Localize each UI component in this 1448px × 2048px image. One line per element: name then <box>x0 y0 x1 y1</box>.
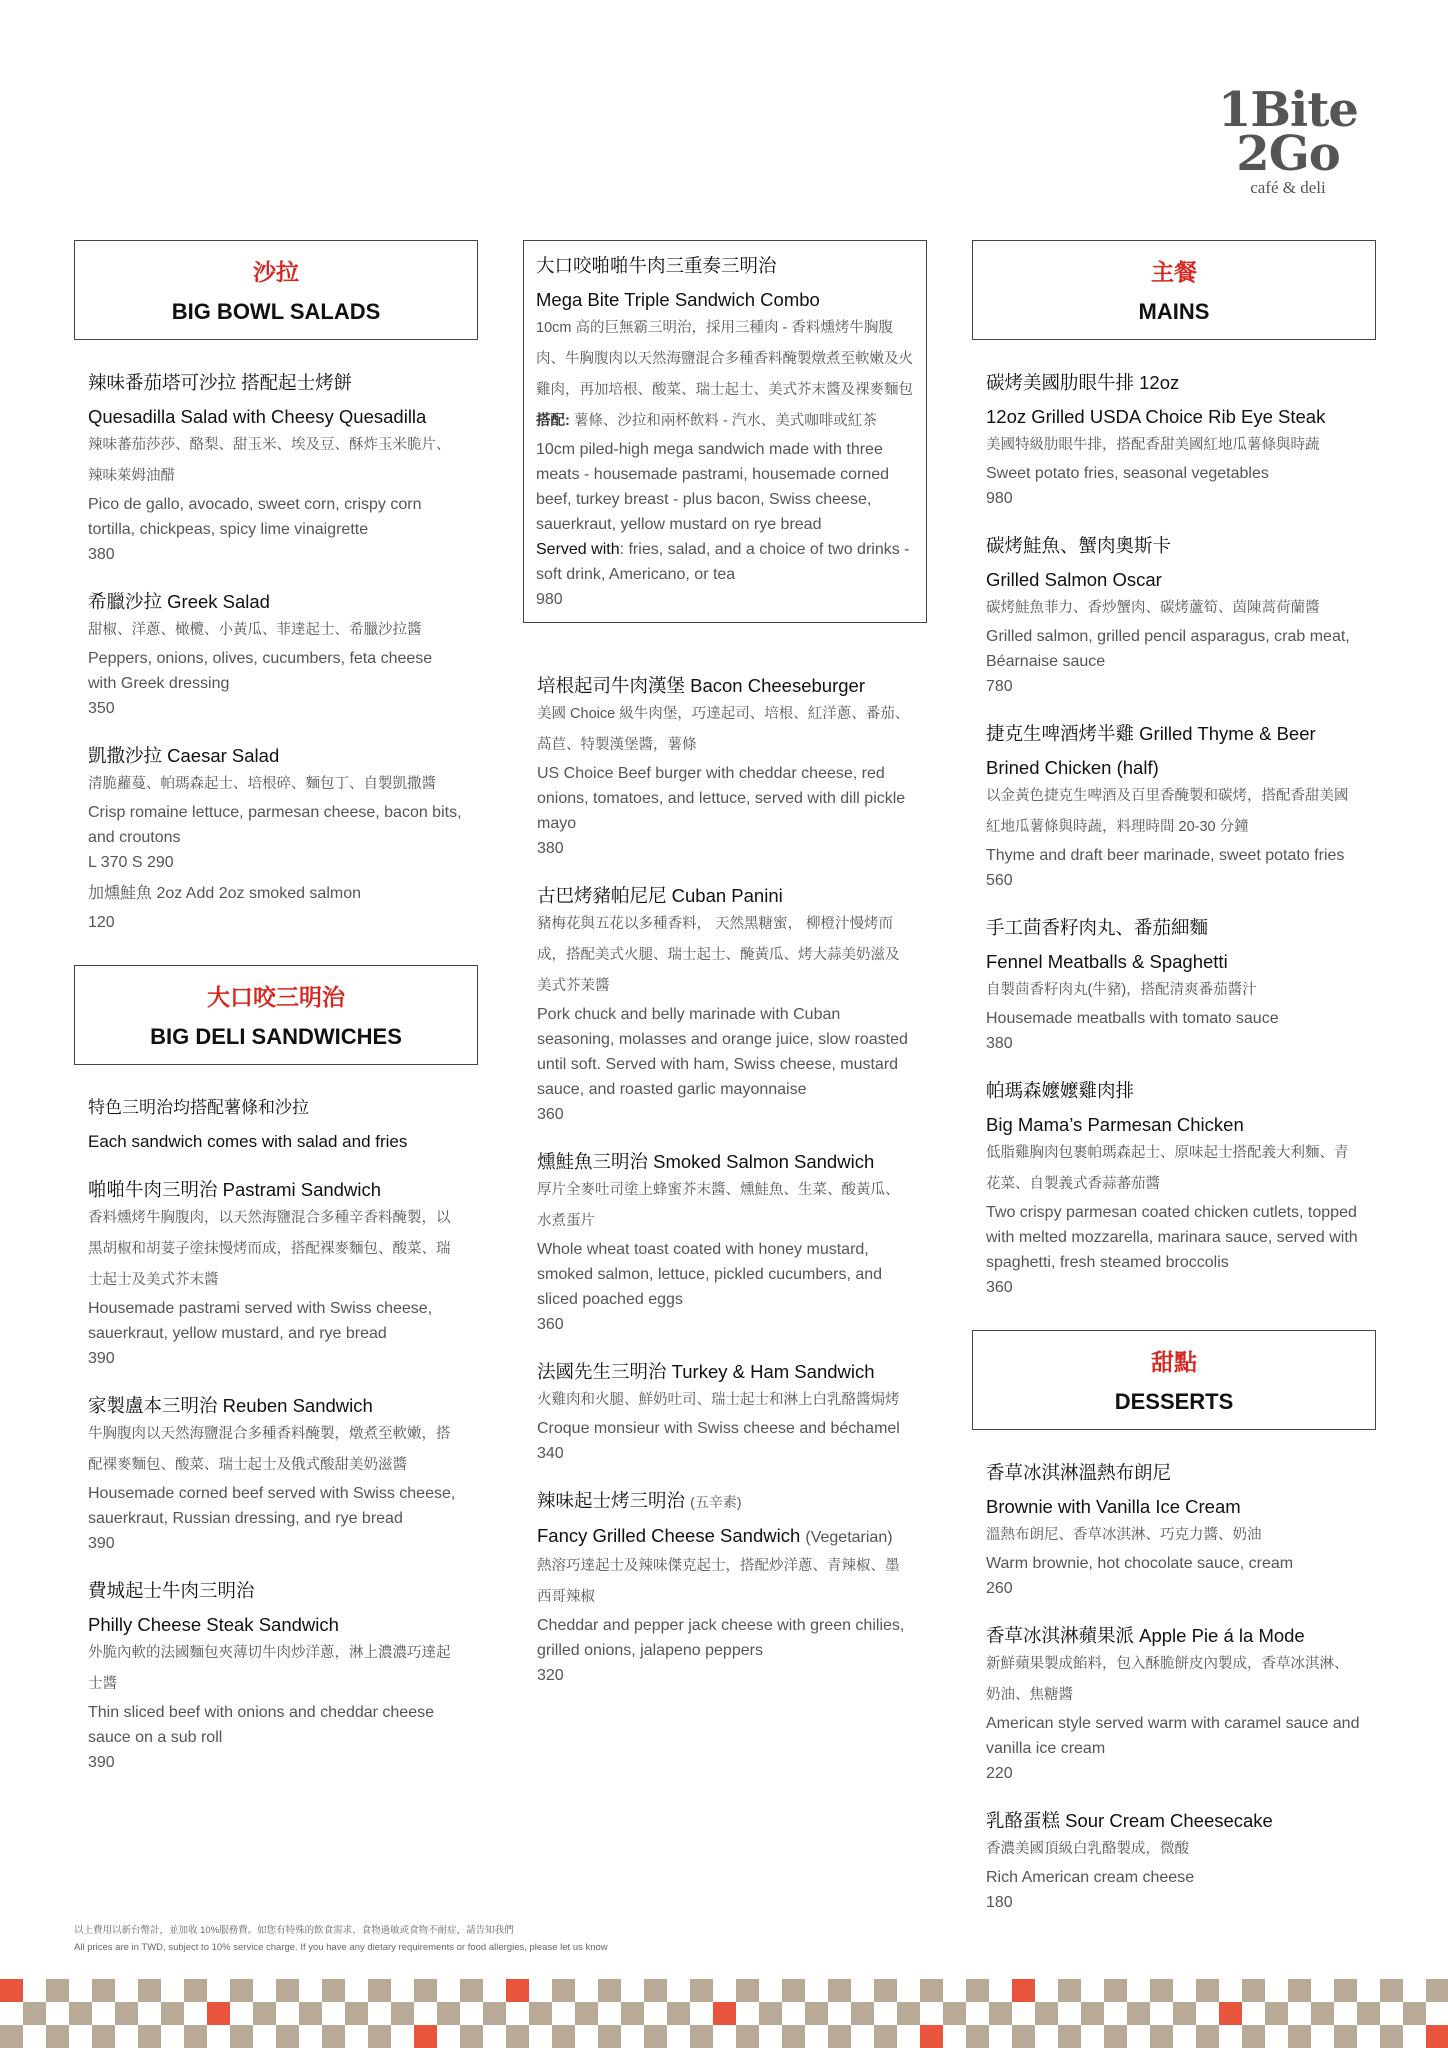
checker-square <box>184 1979 207 2002</box>
addon-text: 加燻鮭魚 2oz Add 2oz smoked salmon <box>88 885 362 902</box>
checker-square <box>897 2002 920 2025</box>
item-desc-en: American style served warm with caramel sauce and vanilla ice cream <box>986 1715 1360 1757</box>
item-desc-zh: 外脆內軟的法國麵包夾薄切牛肉炒洋蔥，淋上濃濃巧達起士醬 <box>88 1645 451 1692</box>
item-title-en <box>537 1523 913 1551</box>
item-desc-zh: 美國 Choice 級牛肉堡，巧達起司、培根、紅洋蔥、番茄、萵苣、特製漢堡醬，薯條 <box>537 706 910 753</box>
item-desc-zh: 低脂雞胸肉包裹帕瑪森起士、原味起士搭配義大利麵、青花菜、自製義式香蒜蕃茄醬 <box>986 1145 1349 1192</box>
item-title-zh: 大口咬啪啪牛肉三重奏三明治 <box>536 255 777 276</box>
checker-square <box>966 1979 989 2002</box>
item-price: 380 <box>88 546 115 563</box>
checker-square <box>943 2002 966 2025</box>
checker-square <box>1150 2025 1173 2048</box>
menu-item-greek-salad <box>74 589 478 721</box>
item-title: 培根起司牛肉漢堡 Bacon Cheeseburger <box>537 675 865 696</box>
menu-item-philly <box>74 1578 478 1775</box>
checker-square <box>345 2002 368 2025</box>
checker-square <box>1242 2025 1265 2048</box>
item-desc-en: 10cm piled-high mega sandwich made with three meats - housemade pastrami, housemade corned beef, turkey breast - plus bacon, Swiss cheese, sauerkraut, yellow mustard on rye bread <box>536 441 890 533</box>
checker-square <box>1380 2025 1403 2048</box>
menu-item-mega-combo <box>524 253 926 612</box>
checker-square <box>1127 2002 1150 2025</box>
checker-square <box>552 1979 575 2002</box>
checker-square <box>713 2002 736 2025</box>
checker-square <box>920 1979 943 2002</box>
item-desc-en: US Choice Beef burger with cheddar cheese, red onions, tomatoes, and lettuce, served with dill pickle mayo <box>537 765 906 832</box>
menu-item-brownie <box>972 1460 1376 1601</box>
sandwiches-header <box>74 965 478 1065</box>
item-title: 啪啪牛肉三明治 Pastrami Sandwich <box>88 1179 381 1200</box>
menu-item-bacon-cheeseburger <box>523 673 927 861</box>
desserts-title-zh: 甜點 <box>1151 1349 1197 1375</box>
item-price: 560 <box>986 872 1013 889</box>
menu-item-rib-eye <box>972 370 1376 511</box>
vegetarian-tag-en: (Vegetarian) <box>805 1529 893 1546</box>
checker-square <box>368 1979 391 2002</box>
logo <box>1208 82 1368 208</box>
item-desc-zh: 香濃美國頂級白乳酪製成，微酸 <box>986 1841 1189 1857</box>
item-title-en: 12oz Grilled USDA Choice Rib Eye Steak <box>986 406 1326 427</box>
checker-square <box>1196 2025 1219 2048</box>
item-price: 340 <box>537 1445 564 1462</box>
item-desc-zh: 碳烤鮭魚菲力、香炒蟹肉、碳烤蘆筍、茵陳蒿荷蘭醬 <box>986 600 1320 616</box>
checker-square <box>667 2002 690 2025</box>
checker-square <box>115 2002 138 2025</box>
item-title: 古巴烤豬帕尼尼 Cuban Panini <box>537 885 783 906</box>
item-desc-zh: 溫熱布朗尼、香草冰淇淋、巧克力醬、奶油 <box>986 1527 1262 1543</box>
checker-square <box>874 2025 897 2048</box>
checker-square <box>1196 1979 1219 2002</box>
checker-square <box>138 2025 161 2048</box>
checker-square <box>782 2025 805 2048</box>
checker-square <box>644 1979 667 2002</box>
item-desc-zh: 牛胸腹肉以天然海鹽混合多種香料醃製，燉煮至軟嫩，搭配裸麥麵包、酸菜、瑞士起士及俄式酸甜美奶滋醬 <box>88 1426 451 1473</box>
item-price: 380 <box>537 840 564 857</box>
item-desc-en: Thyme and draft beer marinade, sweet potato fries <box>986 847 1345 864</box>
checker-square <box>1311 2002 1334 2025</box>
checker-square <box>276 1979 299 2002</box>
checker-square <box>276 2025 299 2048</box>
item-price: 360 <box>537 1106 564 1123</box>
item-title: 乳酪蛋糕 Sour Cream Cheesecake <box>986 1810 1273 1831</box>
vegetarian-tag-zh: (五辛素) <box>690 1494 742 1510</box>
item-desc-en: Two crispy parmesan coated chicken cutlets, topped with melted mozzarella, marinara sauce, served with spaghetti, fresh steamed broccolis <box>986 1204 1358 1271</box>
menu-item-smoked-salmon <box>523 1149 927 1337</box>
checker-square <box>759 2002 782 2025</box>
checker-square <box>690 1979 713 2002</box>
item-desc-en: Housemade corned beef served with Swiss cheese, sauerkraut, Russian dressing, and rye bread <box>88 1485 456 1527</box>
checker-square <box>414 1979 437 2002</box>
item-price: 390 <box>88 1754 115 1771</box>
item-desc-zh: 香料燻烤牛胸腹肉，以天然海鹽混合多種辛香料醃製，以黑胡椒和胡荽子塗抹慢烤而成，搭配裸麥麵包、酸菜、瑞士起士及美式芥末醬 <box>88 1210 451 1288</box>
item-price: 320 <box>537 1667 564 1684</box>
checker-square <box>207 2002 230 2025</box>
item-title-en-text: Fancy Grilled Cheese Sandwich <box>537 1525 801 1546</box>
checker-square <box>828 2025 851 2048</box>
item-desc-zh: 熱溶巧達起士及辣味傑克起士，搭配炒洋蔥、青辣椒、墨西哥辣椒 <box>537 1558 900 1605</box>
checker-square <box>1288 2025 1311 2048</box>
item-title: 香草冰淇淋蘋果派 Apple Pie á la Mode <box>986 1625 1305 1646</box>
sandwiches-note <box>74 1095 478 1155</box>
served-with-en <box>536 537 914 587</box>
checker-square <box>230 1979 253 2002</box>
mains-header <box>972 240 1376 340</box>
item-title-zh: 費城起士牛肉三明治 <box>88 1580 255 1601</box>
item-title-zh <box>537 1488 913 1515</box>
checker-square <box>966 2025 989 2048</box>
item-title-zh: 捷克生啤酒烤半雞 Grilled Thyme & Beer <box>986 723 1316 744</box>
item-desc-en: Whole wheat toast coated with honey mustard, smoked salmon, lettuce, pickled cucumbers, and sliced poached eggs <box>537 1241 883 1308</box>
checker-square <box>46 2025 69 2048</box>
checker-square <box>92 1979 115 2002</box>
item-desc-en: Cheddar and pepper jack cheese with green chilies, grilled onions, jalapeno peppers <box>537 1617 905 1659</box>
checker-square <box>138 1979 161 2002</box>
checker-square <box>437 2002 460 2025</box>
item-title-en: Brownie with Vanilla Ice Cream <box>986 1496 1241 1517</box>
checker-square <box>644 2025 667 2048</box>
item-price: 780 <box>986 678 1013 695</box>
item-title: 家製盧本三明治 Reuben Sandwich <box>88 1395 373 1416</box>
item-title-en: Philly Cheese Steak Sandwich <box>88 1614 339 1635</box>
checker-square <box>828 1979 851 2002</box>
checker-square <box>0 2025 23 2048</box>
column-middle <box>523 240 927 1710</box>
item-price: 980 <box>536 591 563 608</box>
item-desc-en: Housemade pastrami served with Swiss cheese, sauerkraut, yellow mustard, and rye bread <box>88 1300 433 1342</box>
checker-square <box>598 2025 621 2048</box>
checker-square <box>1288 1979 1311 2002</box>
item-title: 燻鮭魚三明治 Smoked Salmon Sandwich <box>537 1151 875 1172</box>
checker-square <box>230 2025 253 2048</box>
item-desc-en: Sweet potato fries, seasonal vegetables <box>986 465 1269 482</box>
checker-square <box>1035 2002 1058 2025</box>
item-price: 260 <box>986 1580 1013 1597</box>
column-right <box>972 240 1376 1937</box>
menu-item-quesadilla-salad <box>74 370 478 567</box>
item-desc-zh: 清脆蘿蔓、帕瑪森起士、培根碎、麵包丁、自製凱撒醬 <box>88 776 436 792</box>
served-label-zh: 搭配: <box>536 413 570 429</box>
checker-square <box>1081 2002 1104 2025</box>
checker-square <box>736 1979 759 2002</box>
served-label-en: Served with <box>536 541 620 558</box>
checker-square <box>483 2002 506 2025</box>
checker-square <box>184 2025 207 2048</box>
item-price: L 370 S 290 <box>88 854 174 871</box>
checker-square <box>1058 1979 1081 2002</box>
checker-square <box>0 1979 23 2002</box>
menu-item-reuben <box>74 1393 478 1556</box>
item-desc-en: Rich American cream cheese <box>986 1869 1195 1886</box>
checker-square <box>598 1979 621 2002</box>
menu-item-turkey-ham <box>523 1359 927 1466</box>
checker-square <box>1104 1979 1127 2002</box>
checker-square <box>1380 1979 1403 2002</box>
checker-square <box>1403 2002 1426 2025</box>
item-desc-zh: 甜椒、洋蔥、橄欖、小黃瓜、菲達起士、希臘沙拉醬 <box>88 622 422 638</box>
item-desc-en: Warm brownie, hot chocolate sauce, cream <box>986 1555 1294 1572</box>
item-price: 360 <box>537 1316 564 1333</box>
checker-square <box>253 2002 276 2025</box>
item-title-zh-text: 辣味起士烤三明治 <box>537 1490 686 1511</box>
item-price: 980 <box>986 490 1013 507</box>
item-desc-zh: 新鮮蘋果製成餡料，包入酥脆餅皮內製成，香草冰淇淋、奶油、焦糖醬 <box>986 1656 1349 1703</box>
checker-square <box>1219 2002 1242 2025</box>
logo-line1: 1Bite <box>1218 82 1358 138</box>
desserts-header <box>972 1330 1376 1430</box>
item-price: 380 <box>986 1035 1013 1052</box>
checker-square <box>414 2025 437 2048</box>
item-price: 180 <box>986 1894 1013 1911</box>
salads-title-zh: 沙拉 <box>253 259 299 285</box>
menu-item-cuban-panini <box>523 883 927 1127</box>
checker-square <box>460 2025 483 2048</box>
menu-item-parmesan-chicken <box>972 1078 1376 1300</box>
menu-item-grilled-cheese <box>523 1488 927 1688</box>
menu-item-apple-pie <box>972 1623 1376 1786</box>
item-title-en: Big Mama’s Parmesan Chicken <box>986 1114 1244 1135</box>
logo-tagline: café & deli <box>1250 178 1326 197</box>
checker-square <box>1242 1979 1265 2002</box>
item-desc-zh: 以金黃色捷克生啤酒及百里香醃製和碳烤，搭配香甜美國紅地瓜薯條與時蔬，料理時間 20-30 分鐘 <box>986 788 1349 835</box>
item-price: 220 <box>986 1765 1013 1782</box>
item-title-zh: 碳烤美國肋眼牛排 12oz <box>986 372 1180 393</box>
item-title-en: Mega Bite Triple Sandwich Combo <box>536 289 820 310</box>
checker-square <box>621 2002 644 2025</box>
item-price: 390 <box>88 1535 115 1552</box>
checker-square <box>690 2025 713 2048</box>
item-desc-en: Grilled salmon, grilled pencil asparagus, crab meat, Béarnaise sauce <box>986 628 1350 670</box>
checker-square <box>529 2002 552 2025</box>
checker-square <box>69 2002 92 2025</box>
checker-square <box>552 2025 575 2048</box>
note-zh: 特色三明治均搭配薯條和沙拉 <box>88 1098 309 1117</box>
checker-square <box>299 2002 322 2025</box>
item-desc-en: Croque monsieur with Swiss cheese and béchamel <box>537 1420 900 1437</box>
checker-pattern-band <box>0 1978 1448 2048</box>
checker-square <box>1012 1979 1035 2002</box>
checker-square <box>782 1979 805 2002</box>
checker-square <box>391 2002 414 2025</box>
logo-line2: 2Go <box>1236 126 1340 182</box>
checker-square <box>1265 2002 1288 2025</box>
column-left <box>74 240 478 1797</box>
item-desc-en: Pico de gallo, avocado, sweet corn, crispy corn tortilla, chickpeas, spicy lime vinaigrette <box>88 496 422 538</box>
checker-square <box>874 1979 897 2002</box>
menu-item-meatballs <box>972 915 1376 1056</box>
checker-square <box>322 2025 345 2048</box>
item-desc-zh: 自製茴香籽肉丸(牛豬)，搭配清爽番茄醬汁 <box>986 982 1257 998</box>
item-title-zh: 辣味番茄塔可沙拉 搭配起士烤餅 <box>88 372 353 393</box>
desserts-title-en: DESSERTS <box>1114 1389 1234 1414</box>
checker-square <box>23 2002 46 2025</box>
checker-square <box>851 2002 874 2025</box>
item-title-en: Fennel Meatballs & Spaghetti <box>986 951 1228 972</box>
item-title-zh: 手工茴香籽肉丸、番茄細麵 <box>986 917 1209 938</box>
checker-square <box>1426 2025 1448 2048</box>
checker-square <box>575 2002 598 2025</box>
checker-square <box>805 2002 828 2025</box>
served-with-zh <box>536 406 914 437</box>
checker-square <box>322 1979 345 2002</box>
checker-square <box>161 2002 184 2025</box>
menu-item-salmon-oscar <box>972 533 1376 699</box>
item-title-en: Grilled Salmon Oscar <box>986 569 1162 590</box>
salads-title-en: BIG BOWL SALADS <box>171 299 381 324</box>
checker-square <box>1012 2025 1035 2048</box>
footer-note <box>74 1922 608 1956</box>
mains-title-en: MAINS <box>1138 299 1210 324</box>
menu-item-cheesecake <box>972 1808 1376 1915</box>
checker-square <box>1357 2002 1380 2025</box>
item-title-en: Quesadilla Salad with Cheesy Quesadilla <box>88 406 427 427</box>
item-desc-en: Pork chuck and belly marinade with Cuban seasoning, molasses and orange juice, slow roasted until soft. Served with ham, Swiss cheese, mustard sauce, and roasted garlic mayonnaise <box>537 1006 908 1098</box>
checker-square <box>368 2025 391 2048</box>
checker-square <box>506 2025 529 2048</box>
checker-square <box>46 1979 69 2002</box>
checker-square <box>989 2002 1012 2025</box>
item-desc-en: Crisp romaine lettuce, parmesan cheese, bacon bits, and croutons <box>88 804 462 846</box>
item-title-zh: 碳烤鮭魚、蟹肉奧斯卡 <box>986 535 1172 556</box>
served-text-zh: 薯條、沙拉和兩杯飲料 - 汽水、美式咖啡或紅茶 <box>569 413 877 429</box>
menu-item-pastrami <box>74 1177 478 1371</box>
item-title-en: Brined Chicken (half) <box>986 757 1159 778</box>
item-desc-zh: 10cm 高的巨無霸三明治，採用三種肉 - 香料燻烤牛胸腹肉、牛胸腹肉以天然海鹽混合多種香料醃製燉煮至軟嫩及火雞肉，再加培根、酸菜、瑞士起士、美式芥末醬及裸麥麵包 <box>536 320 913 398</box>
checker-square <box>736 2025 759 2048</box>
item-title: 凱撒沙拉 Caesar Salad <box>88 745 280 766</box>
salads-header <box>74 240 478 340</box>
item-desc-zh: 豬梅花與五花以多種香料， 天然黑糖蜜， 柳橙汁慢烤而成，搭配美式火腿、瑞士起士、醃黃瓜、烤大蒜美奶滋及美式芥茉醬 <box>537 916 900 994</box>
menu-item-caesar-salad <box>74 743 478 935</box>
item-desc-en: Thin sliced beef with onions and cheddar cheese sauce on a sub roll <box>88 1704 434 1746</box>
checker-square <box>1334 1979 1357 2002</box>
item-price: 360 <box>986 1279 1013 1296</box>
item-title: 法國先生三明治 Turkey & Ham Sandwich <box>537 1361 875 1382</box>
note-en: Each sandwich comes with salad and fries <box>88 1132 408 1151</box>
checker-square <box>460 1979 483 2002</box>
item-desc-zh: 火雞肉和火腿、鮮奶吐司、瑞士起士和淋上白乳酪醬焗烤 <box>537 1392 900 1408</box>
served-text-en: : fries, salad, and a choice of two drinks - soft drink, Americano, or tea <box>536 541 910 583</box>
combo-box <box>523 240 927 623</box>
checker-square <box>920 2025 943 2048</box>
checker-square <box>1334 2025 1357 2048</box>
item-title-zh: 香草冰淇淋溫熱布朗尼 <box>986 1462 1172 1483</box>
addon-price: 120 <box>88 914 115 931</box>
item-desc-en: Housemade meatballs with tomato sauce <box>986 1010 1279 1027</box>
item-title: 希臘沙拉 Greek Salad <box>88 591 270 612</box>
item-desc-en: Peppers, onions, olives, cucumbers, feta cheese with Greek dressing <box>88 650 433 692</box>
item-price: 350 <box>88 700 115 717</box>
item-desc-zh: 美國特級肋眼牛排，搭配香甜美國紅地瓜薯條與時蔬 <box>986 437 1320 453</box>
item-desc-zh: 厚片全麥吐司塗上蜂蜜芥末醬、燻鮭魚、生菜、酸黃瓜、水煮蛋片 <box>537 1182 900 1229</box>
checker-square <box>1150 1979 1173 2002</box>
item-desc-zh: 辣味蕃茄莎莎、酪梨、甜玉米、埃及豆、酥炸玉米脆片、辣味萊姆油醋 <box>88 437 451 484</box>
sandwiches-title-zh: 大口咬三明治 <box>207 984 345 1010</box>
checker-square <box>1104 2025 1127 2048</box>
item-title-zh: 帕瑪森嬤嬤雞肉排 <box>986 1080 1135 1101</box>
item-price: 390 <box>88 1350 115 1367</box>
checker-square <box>506 1979 529 2002</box>
checker-square <box>1426 1979 1448 2002</box>
footer-en: All prices are in TWD, subject to 10% service charge. If you have any dietary requirements or food allergies, please let us know <box>74 1942 608 1953</box>
checker-square <box>92 2025 115 2048</box>
checker-square <box>1058 2025 1081 2048</box>
footer-zh: 以上費用以新台幣計，並加收 10%服務費。如您有特殊的飲食需求、食物過敏或食物不耐症，請告知我們 <box>74 1925 514 1936</box>
mains-title-zh: 主餐 <box>1151 259 1197 285</box>
menu-item-beer-chicken <box>972 721 1376 893</box>
sandwiches-title-en: BIG DELI SANDWICHES <box>150 1024 402 1049</box>
checker-square <box>1173 2002 1196 2025</box>
